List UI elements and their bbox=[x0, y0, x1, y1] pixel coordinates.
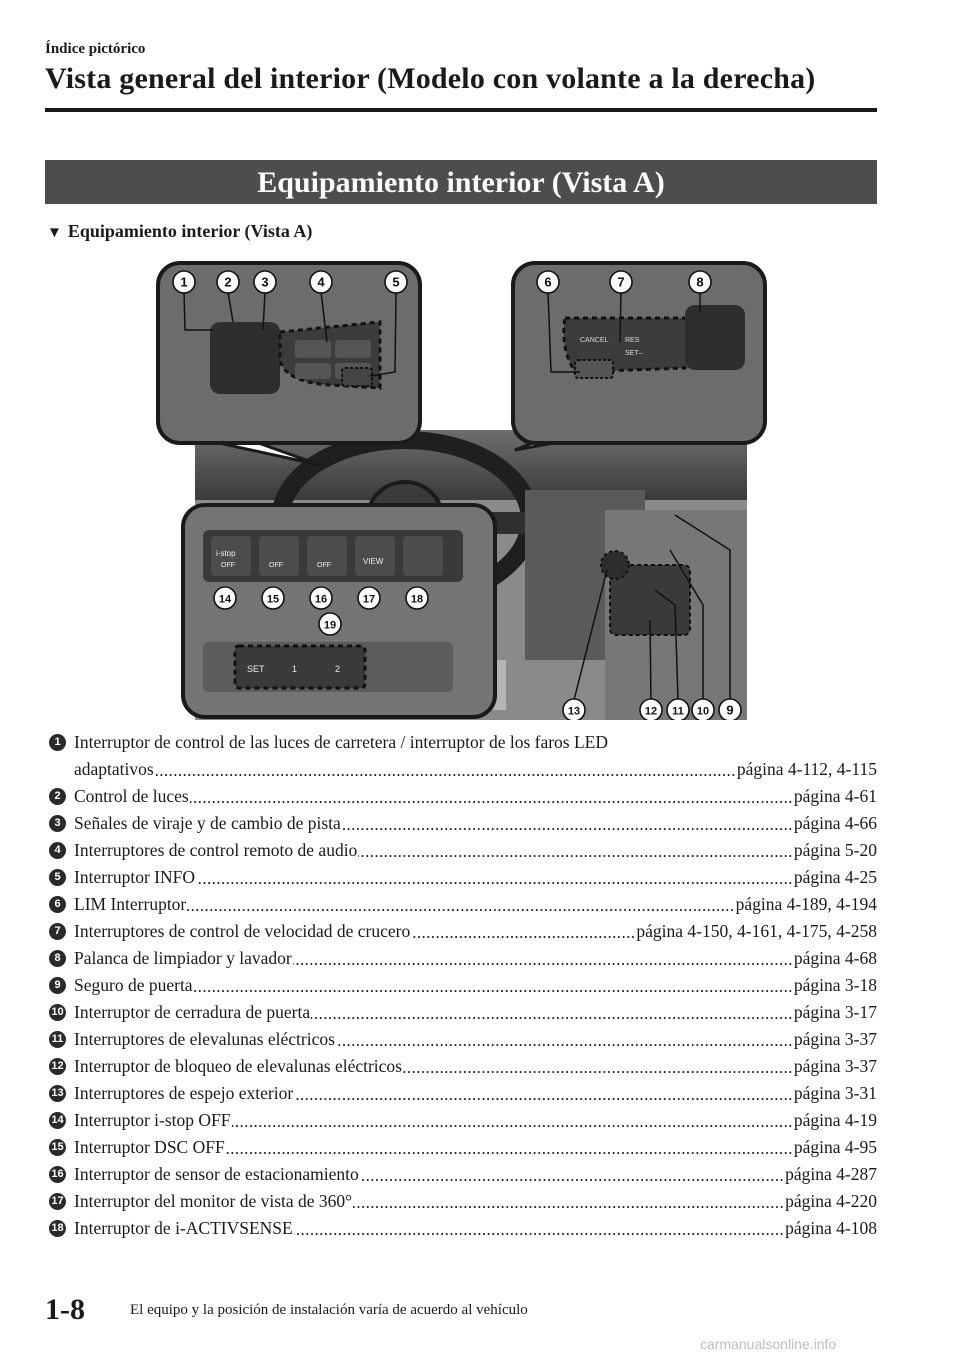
inset-left-btn-c bbox=[295, 363, 331, 379]
interior-figure bbox=[155, 260, 767, 720]
section-banner: Equipamiento interior (Vista A) bbox=[45, 160, 877, 204]
item-text: Interruptor INFO bbox=[74, 867, 196, 887]
label-istop-a: i-stop bbox=[216, 549, 236, 558]
subheading bbox=[47, 221, 312, 242]
label-dsc-off: OFF bbox=[269, 562, 283, 569]
svg-text:13: 13 bbox=[567, 705, 581, 718]
item-text: Interruptor de cerradura de puerta bbox=[74, 1002, 311, 1022]
footer-note: El equipo y la posición de instalación varía de acuerdo al vehículo bbox=[130, 1302, 528, 1318]
list-item bbox=[47, 729, 877, 783]
callout-19 bbox=[319, 613, 341, 635]
item-number-badge: 2 bbox=[49, 788, 66, 805]
item-number-badge: 12 bbox=[49, 1058, 66, 1075]
item-page-ref[interactable]: página 5-20 bbox=[793, 840, 877, 860]
svg-text:2: 2 bbox=[224, 274, 232, 290]
triangle-marker-icon: ▼ bbox=[47, 225, 62, 241]
item-page-ref[interactable]: página 4-220 bbox=[785, 1191, 877, 1211]
svg-text:14: 14 bbox=[218, 593, 232, 606]
svg-text:9: 9 bbox=[726, 702, 734, 718]
item-number-badge: 15 bbox=[49, 1139, 66, 1156]
item-number-badge: 3 bbox=[49, 815, 66, 832]
list-item bbox=[47, 1215, 877, 1242]
inset-right-wiper-lever bbox=[685, 305, 745, 370]
svg-text:18: 18 bbox=[410, 593, 424, 606]
page-title: Vista general del interior (Modelo con volante a la derecha) bbox=[45, 62, 816, 95]
item-page-ref[interactable]: página 4-25 bbox=[793, 867, 877, 887]
item-page-ref[interactable]: página 4-189, 4-194 bbox=[735, 894, 877, 914]
callout-7 bbox=[610, 271, 632, 293]
legend-list bbox=[47, 729, 877, 1242]
list-item bbox=[47, 837, 877, 864]
item-page-ref[interactable]: página 4-112, 4-115 bbox=[736, 759, 877, 779]
item-page-ref[interactable]: página 4-66 bbox=[793, 813, 877, 833]
callout-4 bbox=[310, 271, 332, 293]
page-number: 1-8 bbox=[45, 1293, 85, 1326]
item-number-badge: 1 bbox=[49, 734, 66, 751]
switch-dsc bbox=[259, 536, 299, 576]
svg-text:4: 4 bbox=[317, 274, 325, 290]
item-page-ref[interactable]: página 3-37 bbox=[793, 1029, 877, 1049]
callout-14 bbox=[214, 587, 236, 609]
callout-3 bbox=[254, 271, 276, 293]
watermark: carmanualsonline.info bbox=[700, 1336, 837, 1352]
inset-left-btn-a bbox=[295, 340, 331, 358]
list-item bbox=[47, 1134, 877, 1161]
item-text: adaptativos bbox=[74, 759, 154, 779]
item-number-badge: 6 bbox=[49, 896, 66, 913]
item-text: Palanca de limpiador y lavador bbox=[74, 948, 292, 968]
switch-parking bbox=[307, 536, 347, 576]
item-text: Interruptor de i-ACTIVSENSE bbox=[74, 1218, 293, 1238]
item-page-ref[interactable]: página 4-95 bbox=[793, 1137, 877, 1157]
svg-text:19: 19 bbox=[323, 619, 337, 632]
item-page-ref[interactable]: página 3-17 bbox=[793, 1002, 877, 1022]
callout-2 bbox=[217, 271, 239, 293]
item-text: Interruptor i-stop OFF bbox=[74, 1110, 231, 1130]
item-text: LIM Interruptor bbox=[74, 894, 187, 914]
item-number-badge: 16 bbox=[49, 1166, 66, 1183]
item-page-ref[interactable]: página 4-108 bbox=[785, 1218, 877, 1238]
item-text: Interruptores de espejo exterior bbox=[74, 1083, 294, 1103]
item-page-ref[interactable]: página 4-150, 4-161, 4-175, 4-258 bbox=[636, 921, 877, 941]
inset-left-btn-b bbox=[335, 340, 371, 358]
list-item bbox=[47, 999, 877, 1026]
item-page-ref[interactable]: página 3-18 bbox=[793, 975, 877, 995]
list-item bbox=[47, 1161, 877, 1188]
item-page-ref[interactable]: página 3-37 bbox=[793, 1056, 877, 1076]
item-number-badge: 14 bbox=[49, 1112, 66, 1129]
item-page-ref[interactable]: página 4-19 bbox=[793, 1110, 877, 1130]
callout-15 bbox=[262, 587, 284, 609]
item-number-badge: 7 bbox=[49, 923, 66, 940]
svg-text:1: 1 bbox=[180, 274, 188, 290]
callout-6 bbox=[537, 271, 559, 293]
item-text: Interruptores de control remoto de audio bbox=[74, 840, 358, 860]
callout-12 bbox=[640, 699, 662, 720]
item-text: Interruptor del monitor de vista de 360° bbox=[74, 1191, 353, 1211]
svg-text:12: 12 bbox=[644, 705, 658, 718]
label-cancel: CANCEL bbox=[580, 337, 609, 344]
switch-activsense bbox=[403, 536, 443, 576]
title-rule bbox=[45, 108, 877, 112]
item-text: Interruptor de bloqueo de elevalunas eléctricos bbox=[74, 1056, 402, 1076]
list-item bbox=[47, 1080, 877, 1107]
callout-9 bbox=[719, 699, 741, 720]
item-number-badge: 8 bbox=[49, 950, 66, 967]
item-number-badge: 17 bbox=[49, 1193, 66, 1210]
item-text: Señales de viraje y de cambio de pista bbox=[74, 813, 341, 833]
label-set: SET bbox=[247, 664, 265, 674]
label-res: RES bbox=[625, 337, 640, 344]
svg-text:3: 3 bbox=[261, 274, 269, 290]
item-text: Control de luces bbox=[74, 786, 189, 806]
list-item bbox=[47, 1107, 877, 1134]
item-page-ref[interactable]: página 4-61 bbox=[793, 786, 877, 806]
callout-10 bbox=[692, 699, 714, 720]
list-item bbox=[47, 1188, 877, 1215]
inset-right-lim-btn bbox=[575, 360, 613, 378]
callout-17 bbox=[358, 587, 380, 609]
inset-left-info-btn bbox=[342, 368, 372, 386]
item-text: Interruptores de control de velocidad de crucero bbox=[74, 921, 411, 941]
svg-text:8: 8 bbox=[696, 274, 704, 290]
item-number-badge: 18 bbox=[49, 1220, 66, 1237]
label-view: VIEW bbox=[363, 557, 384, 566]
header-kicker: Índice pictórico bbox=[45, 41, 146, 57]
callout-16 bbox=[310, 587, 332, 609]
item-text: Interruptor de sensor de estacionamiento bbox=[74, 1164, 359, 1184]
label-one: 1 bbox=[292, 664, 298, 674]
svg-text:7: 7 bbox=[617, 274, 625, 290]
list-item bbox=[47, 783, 877, 810]
svg-text:16: 16 bbox=[314, 593, 328, 606]
label-two: 2 bbox=[335, 664, 341, 674]
callout-11 bbox=[667, 699, 689, 720]
label-set-minus: SET– bbox=[625, 350, 643, 357]
callout-13 bbox=[563, 699, 585, 720]
list-item bbox=[47, 864, 877, 891]
switch-view bbox=[355, 536, 395, 576]
list-item bbox=[47, 891, 877, 918]
item-number-badge: 9 bbox=[49, 977, 66, 994]
list-item bbox=[47, 945, 877, 972]
item-number-badge: 11 bbox=[49, 1031, 66, 1048]
item-number-badge: 10 bbox=[49, 1004, 66, 1021]
label-istop-b: OFF bbox=[221, 562, 235, 569]
list-item bbox=[47, 1053, 877, 1080]
svg-text:11: 11 bbox=[672, 705, 684, 718]
svg-text:17: 17 bbox=[362, 593, 376, 606]
callout-5 bbox=[385, 271, 407, 293]
inset-left-lever bbox=[210, 322, 280, 394]
item-number-badge: 5 bbox=[49, 869, 66, 886]
svg-text:6: 6 bbox=[544, 274, 552, 290]
callout-1 bbox=[173, 271, 195, 293]
svg-text:10: 10 bbox=[696, 705, 710, 718]
label-park-off: OFF bbox=[317, 562, 331, 569]
item-number-badge: 4 bbox=[49, 842, 66, 859]
item-number-badge: 13 bbox=[49, 1085, 66, 1102]
list-item bbox=[47, 810, 877, 837]
list-item bbox=[47, 972, 877, 999]
list-item bbox=[47, 918, 877, 945]
item-page-ref[interactable]: página 4-287 bbox=[785, 1164, 877, 1184]
callout-18 bbox=[406, 587, 428, 609]
item-text: Interruptores de elevalunas eléctricos bbox=[74, 1029, 335, 1049]
list-item bbox=[47, 1026, 877, 1053]
item-text-line1: Interruptor de control de las luces de carretera / interruptor de los faros LED bbox=[74, 732, 609, 752]
callout-8 bbox=[689, 271, 711, 293]
item-page-ref[interactable]: página 4-68 bbox=[793, 948, 877, 968]
item-text: Interruptor DSC OFF bbox=[74, 1137, 225, 1157]
svg-text:5: 5 bbox=[392, 274, 400, 290]
item-text: Seguro de puerta bbox=[74, 975, 193, 995]
item-page-ref[interactable]: página 3-31 bbox=[793, 1083, 877, 1103]
subheading-text: Equipamiento interior (Vista A) bbox=[67, 221, 313, 241]
svg-text:15: 15 bbox=[266, 593, 280, 606]
